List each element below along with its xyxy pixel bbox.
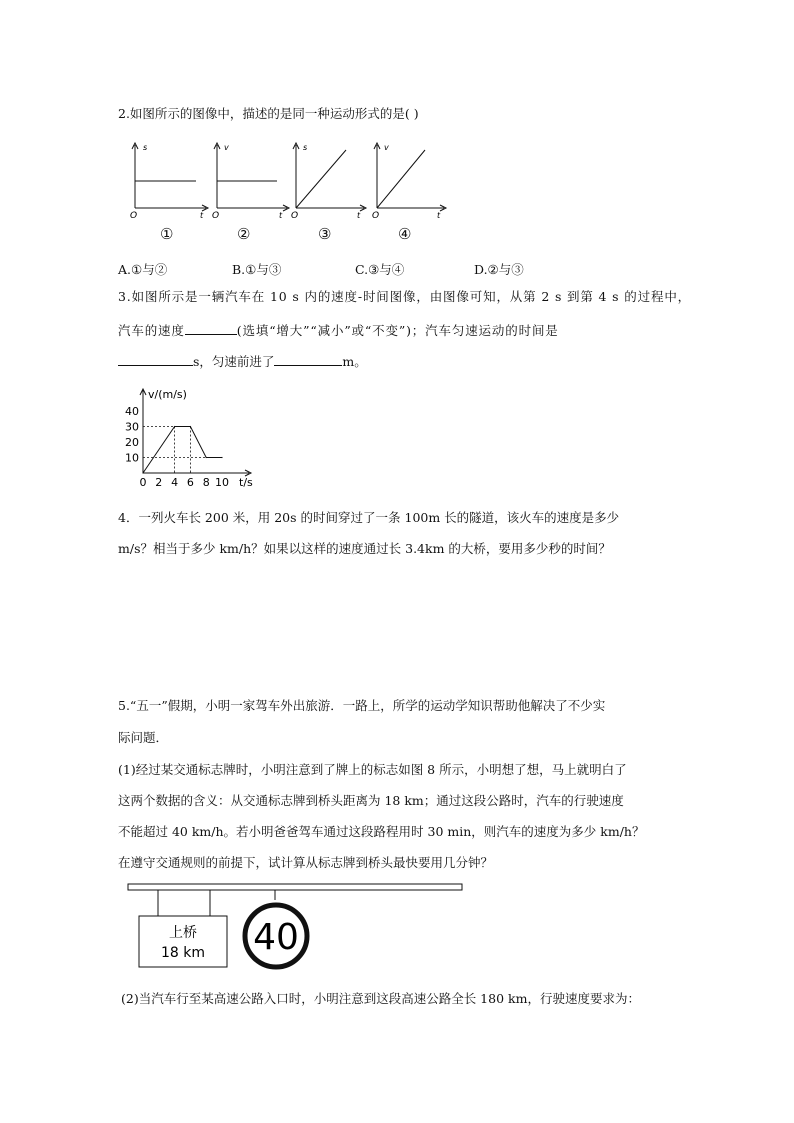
q5-line-6: 在遵守交通规则的前提下，试计算从标志牌到桥头最快要用几分钟？ — [118, 855, 494, 870]
q5-line-7: (2)当汽车行至某高速公路入口时，小明注意到这段高速公路全长 180 km，行驶速度要求为： — [121, 991, 640, 1006]
graph-1-origin: O — [130, 211, 138, 221]
q3-line-3-a: s，匀速前进了 — [193, 354, 275, 369]
q3-line-3-b: m。 — [342, 354, 367, 369]
vt-ytick-30: 30 — [125, 420, 139, 434]
graph-1-number: ① — [160, 225, 174, 243]
vt-xtick-10: 10 — [215, 476, 229, 489]
graph-4-xlabel: t — [437, 211, 441, 220]
q5-line-3: (1)经过某交通标志牌时，小明注意到了牌上的标志如图 8 所示，小明想了想，马上就明白了 — [118, 762, 627, 777]
q5-line-2: 际问题． — [118, 730, 169, 745]
q4-line-2: m/s？相当于多少 km/h？如果以这样的速度通过长 3.4km 的大桥，要用多少秒的时间？ — [118, 541, 611, 556]
option-a: A.①与② — [118, 262, 168, 277]
graph-3-origin: O — [291, 211, 299, 221]
vt-xtick-8: 8 — [202, 476, 210, 489]
graph-3-number: ③ — [318, 225, 332, 243]
q4-line-1: 4．一列火车长 200 米，用 20s 的时间穿过了一条 100m 长的隧道，该火车的速度是多少 — [118, 510, 620, 525]
graph-2-ylabel: v — [224, 143, 229, 152]
q3-line-2-a: 汽车的速度 — [118, 323, 185, 338]
graph-4-number: ④ — [398, 225, 412, 243]
q5-line-5: 不能超过 40 km/h。若小明爸爸驾车通过这段路程用时 30 min，则汽车的速度为多少 km/h？ — [118, 824, 645, 839]
option-c: C.③与④ — [355, 262, 405, 277]
vt-xtick-0: 0 — [139, 476, 147, 489]
graph-2-number: ② — [237, 225, 251, 243]
q3-line-2-b: (选填“增大”“减小”或“不变”)；汽车匀速运动的时间是 — [236, 323, 559, 338]
vt-ylabel: v/(m/s) — [148, 388, 187, 401]
graph-1-ylabel: s — [143, 143, 148, 152]
sign-text-2: 18 km — [160, 945, 206, 961]
q2-question: 2.如图所示的图像中，描述的是同一种运动形式的是( ) — [118, 106, 419, 121]
graph-4-ylabel: v — [384, 143, 389, 152]
graph-3-ylabel: s — [303, 143, 308, 152]
vt-xtick-6: 6 — [186, 476, 194, 489]
vt-xtick-4: 4 — [171, 476, 179, 489]
vt-ytick-10: 10 — [125, 451, 139, 465]
sign-text-1: 上桥 — [169, 925, 197, 941]
vt-xtick-2: 2 — [155, 476, 163, 489]
graph-3-xlabel: t — [357, 211, 361, 220]
graph-4-origin: O — [372, 211, 380, 221]
q5-line-1: 5.“五一”假期，小明一家驾车外出旅游．一路上，所学的运动学知识帮助他解决了不少实 — [118, 698, 606, 713]
q3-line-1: 3.如图所示是一辆汽车在 10 s 内的速度-时间图像，由图像可知，从第 2 s 到第 4 s 的过程中， — [118, 289, 692, 304]
option-d: D.②与③ — [474, 262, 524, 277]
speed-limit-value: 40 — [253, 917, 299, 958]
graph-2-origin: O — [212, 211, 220, 221]
graph-2-xlabel: t — [279, 211, 283, 220]
q5-line-4: 这两个数据的含义：从交通标志牌到桥头距离为 18 km；通过这段公路时，汽车的行驶速度 — [118, 793, 624, 808]
vt-ytick-20: 20 — [125, 436, 139, 449]
vt-xlabel: t/s — [239, 476, 253, 489]
option-b: B.①与③ — [232, 262, 282, 277]
vt-ytick-40: 40 — [125, 405, 139, 418]
sign-bar — [128, 884, 462, 890]
graph-1-xlabel: t — [200, 211, 204, 220]
